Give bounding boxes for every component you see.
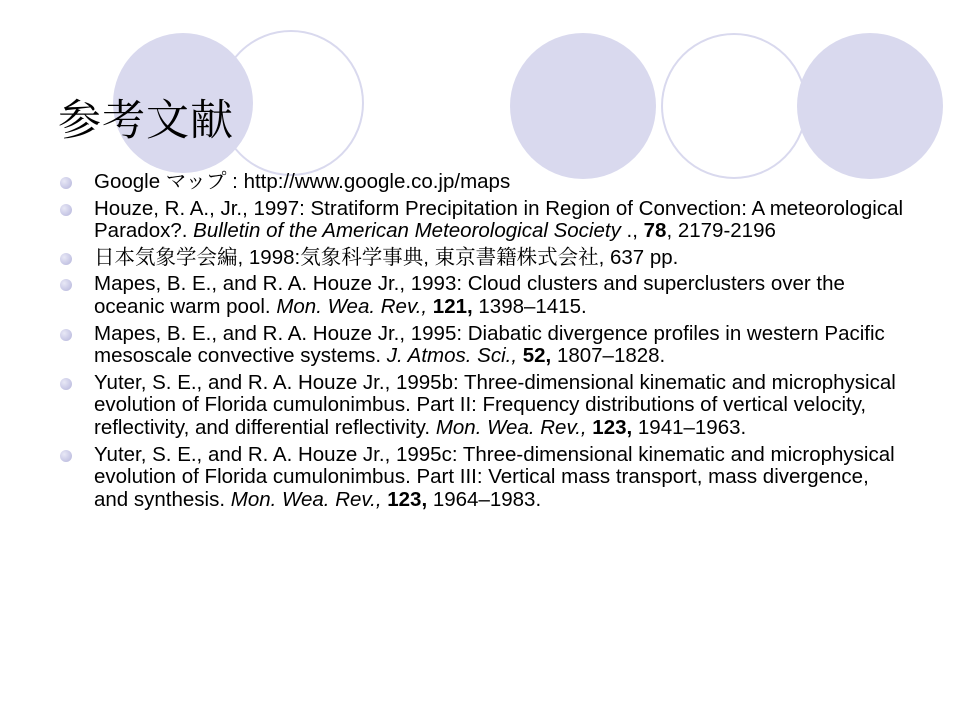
journal-name: Bulletin of the American Meteorological Society [193,219,621,243]
reference-text [94,171,908,194]
reference-list [58,171,908,515]
bullet-icon [60,279,72,291]
reference-text [94,372,908,440]
reference-item [58,247,908,270]
reference-segment: Yuter, S. E., and R. A. Houze Jr., 1995c: Three-dimensional kinematic and microphysical evolution of Florida cumulonimbus. Part III: Vertical mass transport, mass divergence, and synthesis. [94,442,895,511]
reference-segment: Houze, R. A., Jr., 1997: Stratiform Precipitation in Region of Convection: A meteorological Paradox?. [94,196,904,243]
reference-segment: Yuter, S. E., and R. A. Houze Jr., 1995b: Three-dimensional kinematic and microphysical evolution of Florida cumulonimbus. Part II: Frequency distributions of vertical velocity, reflectivity, and differential reflectivity. [94,370,896,439]
reference-segment: Google マップ : http://www.google.co.jp/maps [94,170,511,193]
reference-item [58,444,908,512]
reference-item [58,273,908,318]
reference-text [94,444,908,512]
decorative-circle-5 [797,33,943,179]
journal-name: Mon. Wea. Rev., [435,415,587,439]
bullet-icon [60,329,72,341]
volume-number: 52, [522,344,552,368]
journal-name: Mon. Wea. Rev., [276,294,428,318]
reference-segment: Mapes, B. E., and R. A. Houze Jr., 1995: Diabatic divergence profiles in western Pacific mesoscale convective systems. [94,321,885,368]
bullet-icon [60,378,72,390]
decorative-circle-2 [218,30,364,176]
reference-segment: ., [620,219,644,243]
reference-segment: 1398–1415. [472,294,587,318]
reference-item [58,198,908,243]
journal-name: Mon. Wea. Rev., [230,487,382,511]
decorative-circle-4 [661,33,807,179]
reference-item [58,171,908,194]
bullet-icon [60,177,72,189]
reference-segment: 1941–1963. [632,415,747,439]
slide-title: 参考文献 [58,95,234,146]
reference-segment: 日本気象学会編, 1998:気象科学事典, 東京書籍株式会社, 637 pp. [94,245,679,269]
bullet-icon [60,450,72,462]
reference-text [94,273,908,318]
reference-item [58,323,908,368]
reference-text [94,247,908,270]
volume-number: 78 [643,219,667,243]
reference-segment: 1964–1983. [427,487,542,511]
decorative-circle-3 [510,33,656,179]
reference-segment: Mapes, B. E., and R. A. Houze Jr., 1993: Cloud clusters and superclusters over the oceanic warm pool. [94,272,845,318]
reference-item [58,372,908,440]
reference-segment: 1807–1828. [551,344,666,368]
volume-number: 123, [387,487,428,511]
volume-number: 123, [592,415,633,439]
reference-text [94,323,908,368]
bullet-icon [60,204,72,216]
reference-text [94,198,908,243]
reference-segment: , 2179-2196 [666,219,776,243]
bullet-icon [60,253,72,265]
journal-name: J. Atmos. Sci., [386,344,518,368]
volume-number: 121, [432,294,473,318]
